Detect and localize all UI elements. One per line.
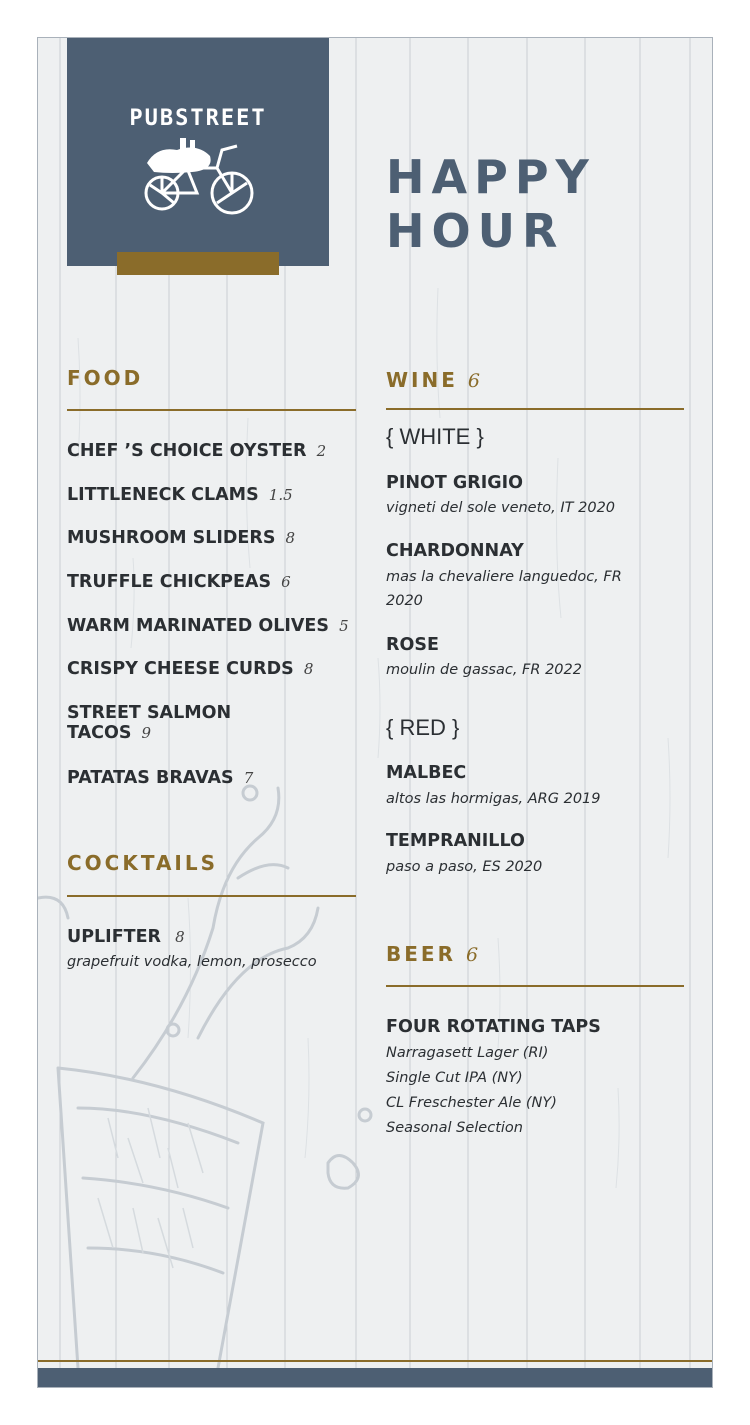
item-name-line-2: TACOS xyxy=(67,723,132,743)
food-item xyxy=(67,572,291,592)
item-name: WARM MARINATED OLIVES xyxy=(67,616,329,636)
item-name: UPLIFTER xyxy=(67,927,162,947)
wine-item: PINOT GRIGIO xyxy=(386,473,523,493)
wine-item: ROSE xyxy=(386,635,439,655)
beer-divider xyxy=(386,985,684,987)
item-price: 6 xyxy=(281,573,291,591)
item-price: 8 xyxy=(285,529,296,547)
wine-description: vigneti del sole veneto, IT 2020 xyxy=(386,500,616,516)
item-name: PATATAS BRAVAS xyxy=(67,768,234,788)
food-divider xyxy=(67,409,356,411)
brand-name: PUBSTREET xyxy=(129,106,267,131)
item-name: STREET SALMON xyxy=(67,703,232,723)
item-price: 8 xyxy=(175,928,185,946)
logo-block xyxy=(67,38,329,266)
menu-page xyxy=(37,37,713,1388)
food-item xyxy=(67,659,313,679)
item-name: TRUFFLE CHICKPEAS xyxy=(67,572,272,592)
wine-price: 6 xyxy=(467,370,480,392)
wine-item: TEMPRANILLO xyxy=(386,831,525,851)
item-name: CHEF ’S CHOICE OYSTER xyxy=(67,441,307,461)
food-item xyxy=(67,441,326,461)
title-line-1: HAPPY xyxy=(386,150,596,204)
title-line-2: HOUR xyxy=(386,204,565,258)
item-price: 7 xyxy=(243,769,254,787)
wine-white-label: { WHITE } xyxy=(386,424,484,449)
item-name: CRISPY CHEESE CURDS xyxy=(67,659,294,679)
cocktail-item xyxy=(67,927,185,947)
beer-tap: CL Freschester Ale (NY) xyxy=(386,1095,557,1111)
food-item xyxy=(67,768,253,788)
item-price: 8 xyxy=(303,660,314,678)
wine-description: mas la chevaliere languedoc, FR xyxy=(386,569,622,585)
beer-tap: Narragasett Lager (RI) xyxy=(386,1045,549,1061)
cocktails-heading: COCKTAILS xyxy=(67,851,219,875)
wine-heading xyxy=(386,368,480,392)
wine-item: CHARDONNAY xyxy=(386,541,524,561)
footer-accent-line xyxy=(38,1360,713,1362)
cocktails-divider xyxy=(67,895,356,897)
item-price: 1.5 xyxy=(268,486,293,504)
food-heading: FOOD xyxy=(67,366,144,390)
food-item xyxy=(67,528,295,548)
wine-item: MALBEC xyxy=(386,763,467,783)
food-item xyxy=(67,485,293,505)
food-item xyxy=(67,616,349,636)
beer-tap: Single Cut IPA (NY) xyxy=(386,1070,523,1086)
wine-description: paso a paso, ES 2020 xyxy=(386,859,543,875)
beer-heading xyxy=(386,942,478,966)
beer-heading-label: BEER xyxy=(386,942,456,966)
item-price: 2 xyxy=(316,442,327,460)
beer-price: 6 xyxy=(465,944,479,966)
wine-red-label: { RED } xyxy=(386,715,460,740)
item-price: 5 xyxy=(339,617,349,635)
page-title xyxy=(386,150,596,258)
bicycle-icon xyxy=(142,138,257,218)
logo-accent-bar xyxy=(117,252,279,275)
wine-description-line-2: 2020 xyxy=(386,593,423,609)
cocktail-description: grapefruit vodka, lemon, prosecco xyxy=(67,954,317,970)
item-name: LITTLENECK CLAMS xyxy=(67,485,259,505)
beer-item: FOUR ROTATING TAPS xyxy=(386,1017,601,1037)
item-price: 9 xyxy=(141,724,152,742)
wine-description: altos las hormigas, ARG 2019 xyxy=(386,791,601,807)
wine-divider xyxy=(386,408,684,410)
item-name: MUSHROOM SLIDERS xyxy=(67,528,276,548)
food-item xyxy=(67,703,231,743)
footer-band xyxy=(38,1368,713,1388)
wine-description: moulin de gassac, FR 2022 xyxy=(386,662,582,678)
wine-heading-label: WINE xyxy=(386,368,458,392)
beer-tap: Seasonal Selection xyxy=(386,1120,523,1136)
